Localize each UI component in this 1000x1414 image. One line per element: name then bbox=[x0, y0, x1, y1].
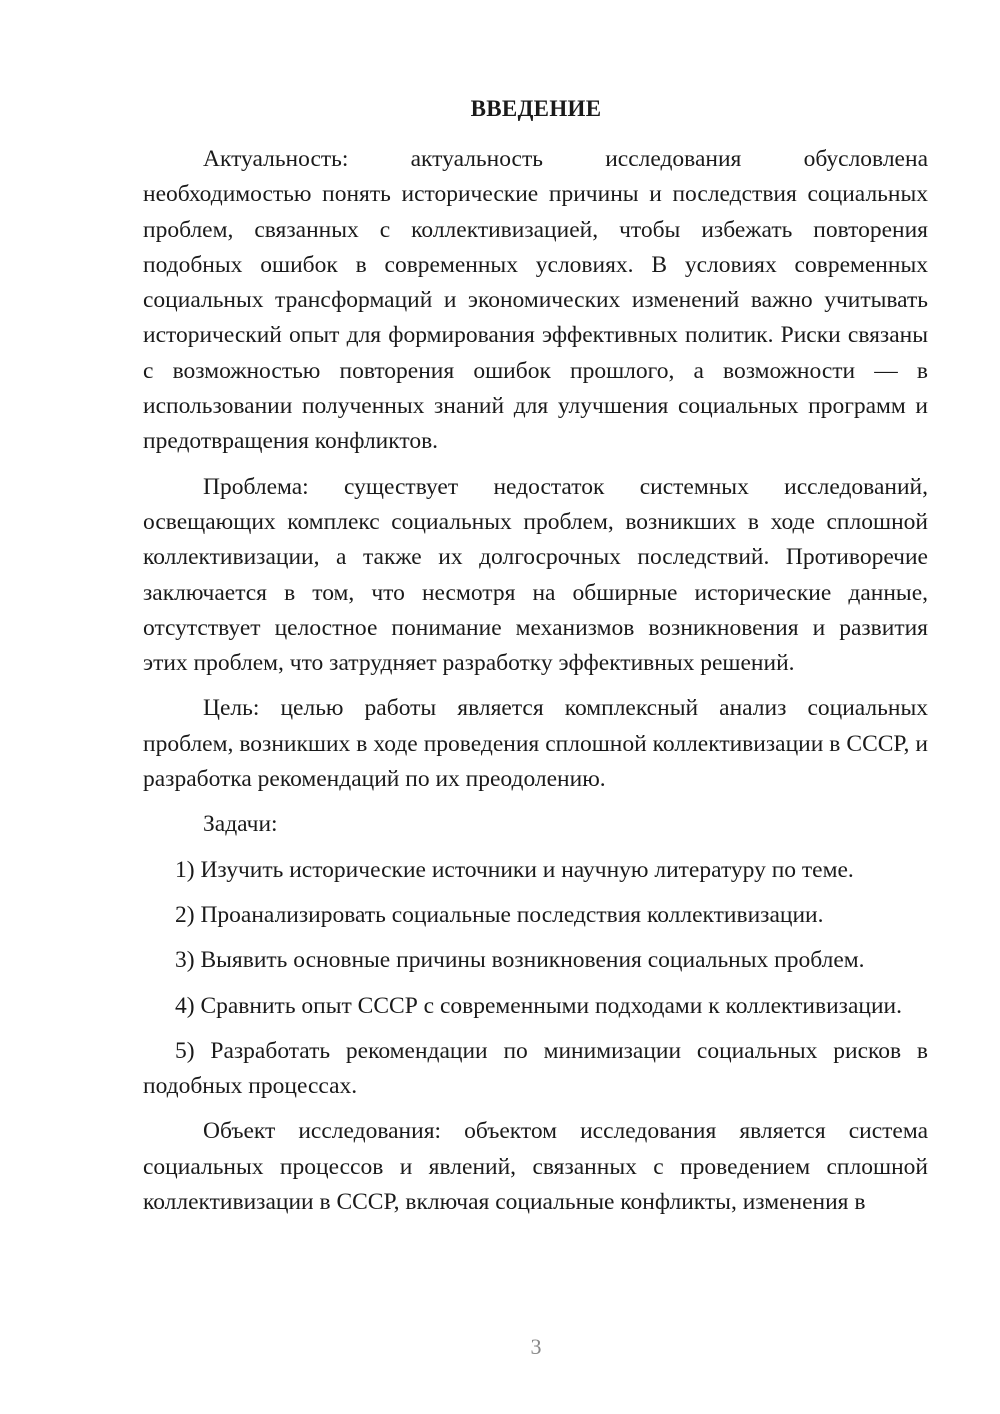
task-item: 5) Разработать рекомендации по минимизации социальных рисков в подобных процессах. bbox=[143, 1037, 928, 1100]
paragraph-actuality: Актуальность: актуальность исследования обусловлена необходимостью понять исторические причины и последствия социальных проблем, связанных с коллективизацией, чтобы избежать повторения подобных ошибок в современных условиях. В условиях современных социальных трансформаций и экономических изменений важно учитывать исторический опыт для формирования эффективных политик. Риски связаны с возможностью повторения ошибок прошлого, а возможности — в использовании полученных знаний для улучшения социальных программ и предотвращения конфликтов. bbox=[143, 146, 928, 455]
body-text bbox=[143, 142, 928, 1220]
section-title: ВВЕДЕНИЕ bbox=[470, 96, 602, 121]
task-item: 3) Выявить основные причины возникновения социальных проблем. bbox=[175, 947, 865, 974]
task-item: 4) Сравнить опыт СССР с современными подходами к коллективизации. bbox=[175, 992, 902, 1019]
paragraph-goal: Цель: целью работы является комплексный анализ социальных проблем, возникших в ходе проведения сплошной коллективизации в СССР, и разработка рекомендаций по их преодолению. bbox=[143, 695, 928, 793]
paragraph-object: Объект исследования: объектом исследования является система социальных процессов и явлений, связанных с проведением сплошной коллективизации в СССР, включая социальные конфликты, изменения в bbox=[143, 1118, 928, 1216]
page-number: 3 bbox=[530, 1334, 542, 1359]
paragraph-problem: Проблема: существует недостаток системных исследований, освещающих комплекс социальных проблем, возникших в ходе сплошной коллективизации, а также их долгосрочных последствий. Противоречие заключается в том, что несмотря на обширные исторические данные, отсутствует целостное понимание механизмов возникновения и развития этих проблем, что затрудняет разработку эффективных решений. bbox=[143, 473, 928, 677]
tasks-heading: Задачи: bbox=[203, 811, 278, 838]
task-item: 2) Проанализировать социальные последствия коллективизации. bbox=[175, 901, 824, 928]
task-item: 1) Изучить исторические источники и научную литературу по теме. bbox=[175, 856, 854, 883]
